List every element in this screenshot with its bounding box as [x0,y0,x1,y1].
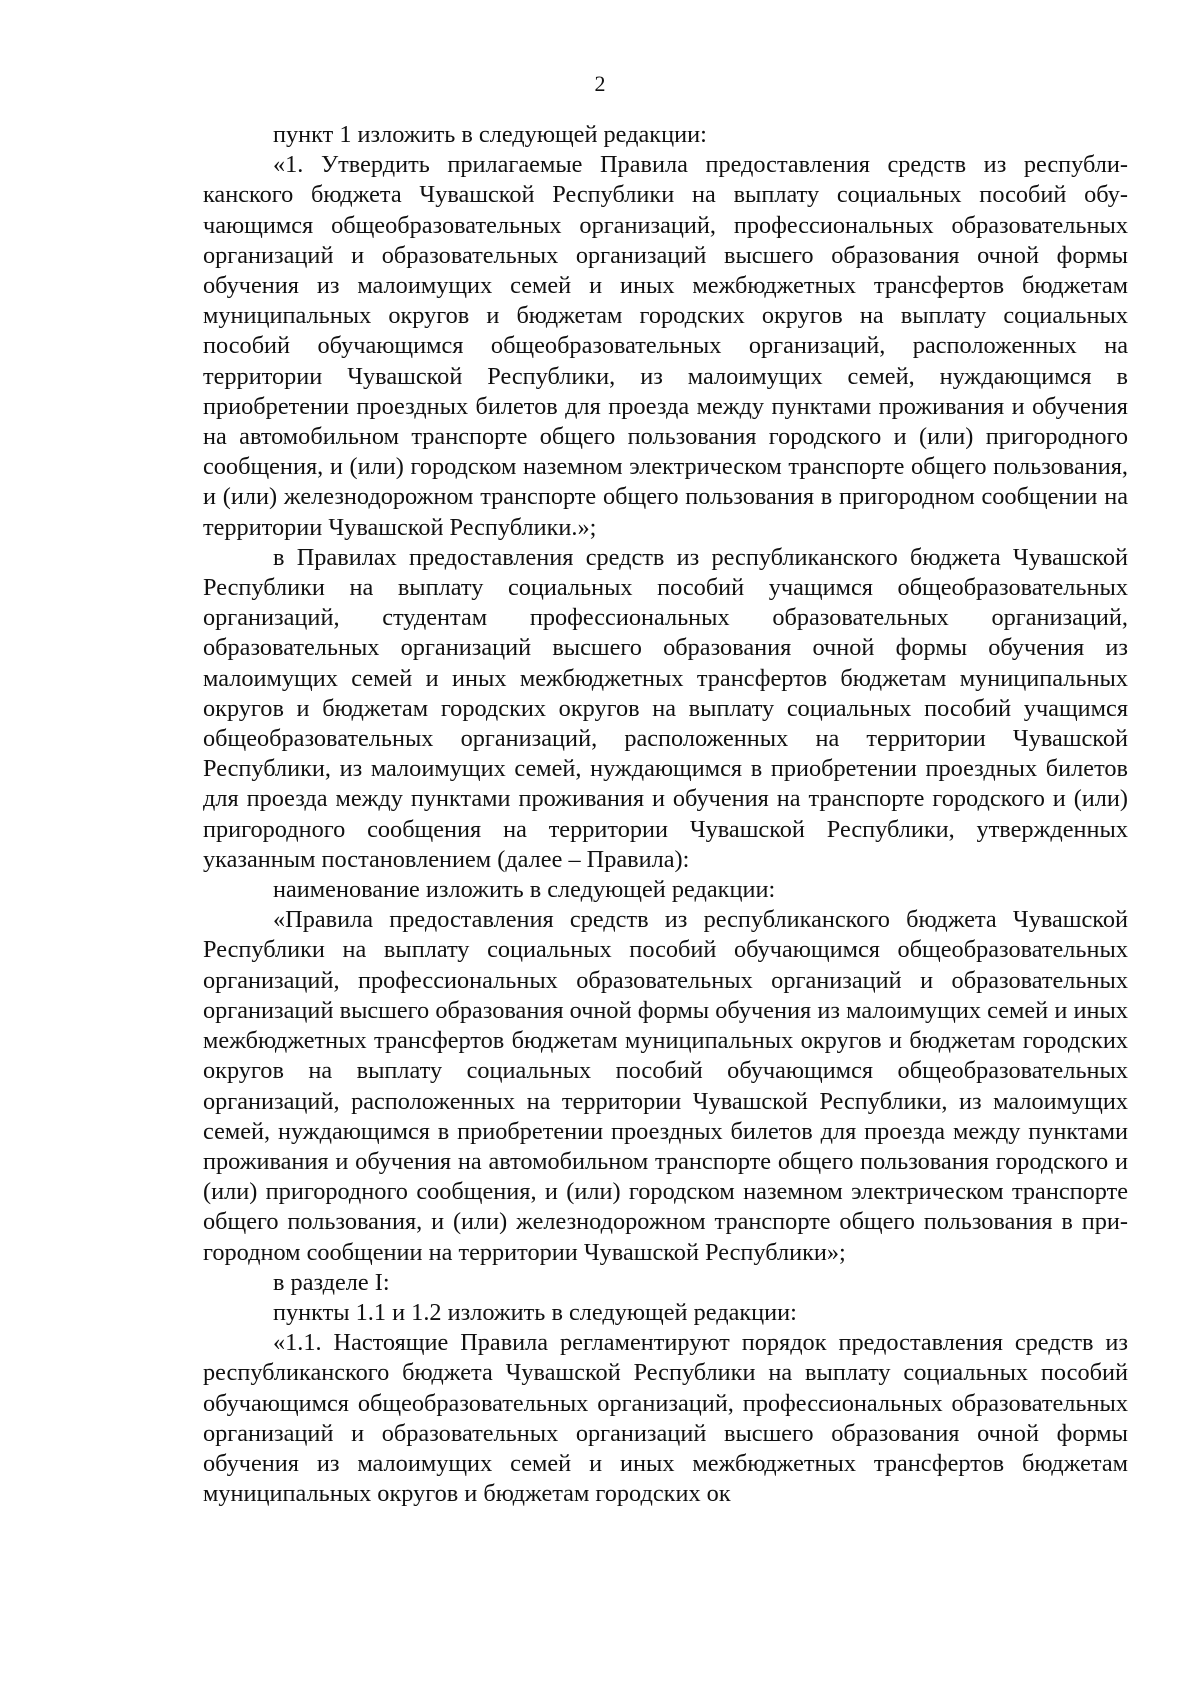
paragraph-instruction-title: наименование изложить в следующей редакции: [273,876,776,904]
paragraph-section-one: в разделе I: [273,1268,390,1296]
paragraph-new-title: «Правила предоставления средств из республиканского бюджета Чувашской Республики на выплату социальных пособий обучающимся общеобразовательных организаций, профессиональных образовательных организаций и образовательных организаций высшего образования очной формы обучения из малоимущих семей и иных межбюджетных трансфертов бюджетам муниципальных округов и бюджетам городских округов на выплату социальных пособий обучающимся общеобразовательных организаций, расположенных на территории Чувашской Республики, из малоимущих семей, нуждающимся в приобретении проездных билетов для проезда между пунктами проживания и обучения на автомобильном транспорте общего пользования городского и (или) пригородного сообщения, и (или) городском наземном электрическом транспорте общего пользования, и (или) железнодорожном транспорте общего пользования в пригородном сообщении на территории Чувашской Республики»; [203,906,1128,1266]
paragraph-instruction-item-1: пункт 1 изложить в следующей редакции: [273,121,707,148]
paragraph-instruction-items-1-1-1-2: пункты 1.1 и 1.2 изложить в следующей редакции: [273,1298,797,1326]
paragraph-item-1-1-text: «1.1. Настоящие Правила регламентируют порядок предоставления средств из республиканского бюджета Чувашской Республики на выплату социальных пособий обучающимся общеобразовательных организаций, профессиональных образовательных организаций и образовательных организаций высшего образования очной формы обучения из малоимущих семей и иных межбюджетных трансфертов бюджетам муниципальных округов и бюджетам городских ок [203,1329,1128,1508]
paragraph-rules-reference: в Правилах предоставления средств из республиканского бюджета Чувашской Республики на выплату социальных пособий учащимся общеобразовательных организаций, студентам профессиональных образовательных организаций, образовательных организаций высшего образования очной формы обучения из малоимущих семей и иных межбюджетных трансфертов бюджетам муниципальных округов и бюджетам городских округов на выплату социальных пособий учащимся общеобразовательных организаций, расположенных на территории Чувашской Республики, из малоимущих семей, нуждающимся в приобретении проездных билетов для проезда между пунктами проживания и обучения на транспорте городского и (или) пригородного сообщения на территории Чувашской Республики, утвержденных указанным постановлением (далее – Правила): [203,543,1128,873]
paragraph-item-1-text: «1. Утвердить прилагаемые Правила предоставления средств из республиканского бюджета Чувашской Республики на выплату социальных пособий обучающимся общеобразовательных организаций, профессиональных образовательных организаций и образовательных организаций высшего образования очной формы обучения из малоимущих семей и иных межбюджетных трансфертов бюджетам муниципальных округов и бюджетам городских округов на выплату социальных пособий обучающимся общеобразовательных организаций, расположенных на территории Чувашской Республики, из малоимущих семей, нуждающимся в приобретении проездных билетов для проезда между пунктами проживания и обучения на автомобильном транспорте общего пользования городского и (или) пригородного сообщения, и (или) городском наземном электрическом транспорте общего пользования, и (или) железнодорожном транспорте общего пользования в пригородном сообщении на территории Чувашской Республики.»; [203,151,1128,541]
document-body [203,120,1128,1509]
page-number: 2 [594,71,606,96]
